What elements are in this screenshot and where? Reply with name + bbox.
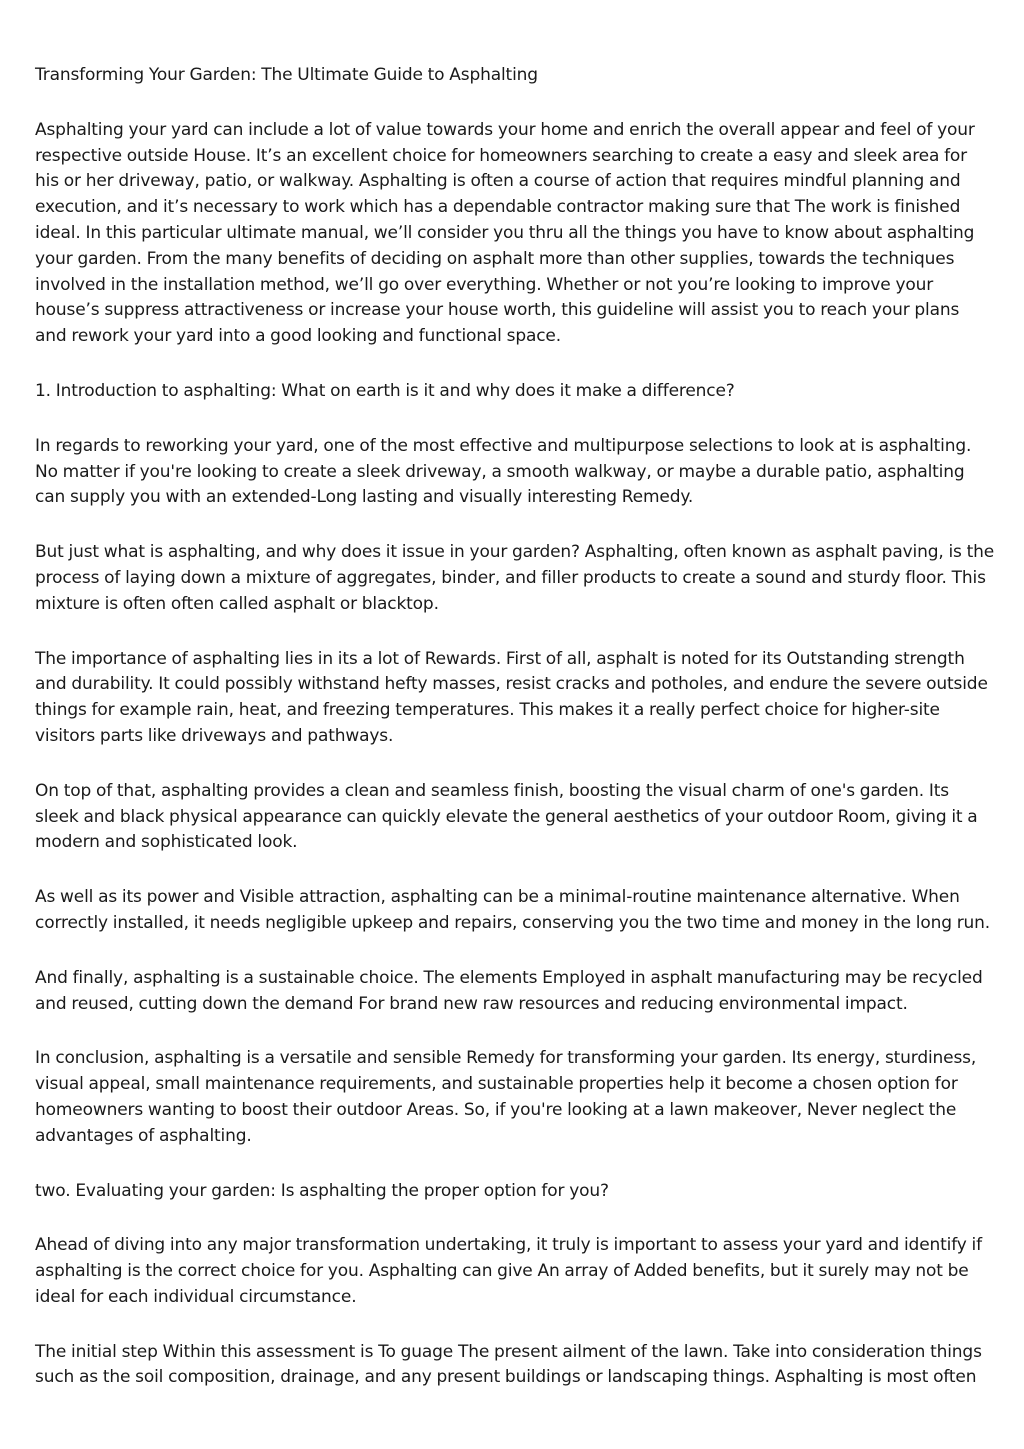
paragraph: And finally, asphalting is a sustainable choice. The elements Employed in asphalt manufacturing may be recycled and reused, cutting down the demand For brand new raw resources and reducing environmental impact.: [35, 967, 983, 1014]
paragraph: As well as its power and Visible attraction, asphalting can be a minimal-routine maintenance alternative. When correctly installed, it needs negligible upkeep and repairs, conserving you the two time and money in the long run.: [35, 887, 991, 933]
paragraph: The importance of asphalting lies in its a lot of Rewards. First of all, asphalt is noted for its Outstanding strength and durability. It could possibly withstand hefty masses, resist cracks and potholes, and endure the severe outside things for example rain, heat, and freezing temperatures. This makes it a really perfect choice for higher-site visitors parts like driveways and pathways.: [35, 648, 988, 746]
paragraph: Ahead of diving into any major transformation undertaking, it truly is important to assess your yard and identify if asphalting is the correct choice for you. Asphalting can give An array of Added benefits, but it surely may not be ideal for each individual circumstance.: [35, 1235, 982, 1307]
paragraph: In conclusion, asphalting is a versatile and sensible Remedy for transforming your garden. Its energy, sturdiness, visual appeal, small maintenance requirements, and sustainable properties help it become a chosen option for homeowners wanting to boost their outdoor Areas. So, if you're looking at a lawn makeover, Never neglect the advantages of asphalting.: [35, 1048, 977, 1146]
paragraph: The initial step Within this assessment is To guage The present ailment of the lawn. Take into consideration things such as the soil composition, drainage, and any present buildings or landscaping things. Asphalting is most often: [35, 1341, 982, 1388]
paragraph-intro: Asphalting your yard can include a lot of value towards your home and enrich the overall appear and feel of your respective outside House. It’s an excellent choice for homeowners searching to create a easy and sleek area for his or her driveway, patio, or walkway. Asphalting is often a course of action that requires mindful planning and execution, and it’s necessary to work which has a dependable contractor making sure that The work is finished ideal. In this particular ultimate manual, we’ll consider you thru all the things you have to know about asphalting your garden. From the many benefits of deciding on asphalt more than other supplies, towards the techniques involved in the installation method, we’ll go over everything. Whether or not you’re looking to improve your house’s suppress attractiveness or increase your house worth, this guideline will assist you to reach your plans and rework your yard into a good looking and functional space.: [35, 119, 975, 347]
paragraph: On top of that, asphalting provides a clean and seamless finish, boosting the visual charm of one's garden. Its sleek and black physical appearance can quickly elevate the general aesthetics of your outdoor Room, giving it a modern and sophisticated look.: [35, 780, 978, 853]
document-title: Transforming Your Garden: The Ultimate Guide to Asphalting: [35, 65, 538, 85]
section-heading-2: two. Evaluating your garden: Is asphalting the proper option for you?: [35, 1180, 609, 1201]
paragraph: But just what is asphalting, and why does it issue in your garden? Asphalting, often known as asphalt paving, is the process of laying down a mixture of aggregates, binder, and filler products to create a sound and sturdy floor. This mixture is often often called asphalt or blacktop.: [35, 542, 995, 614]
document-page: [35, 63, 995, 1420]
paragraph: In regards to reworking your yard, one of the most effective and multipurpose selections to look at is asphalting. No matter if you're looking to create a sleek driveway, a smooth walkway, or maybe a durable patio, asphalting can supply you with an extended-Long lasting and visually interesting Remedy.: [35, 435, 972, 508]
section-heading-1: 1. Introduction to asphalting: What on earth is it and why does it make a difference?: [35, 380, 735, 401]
